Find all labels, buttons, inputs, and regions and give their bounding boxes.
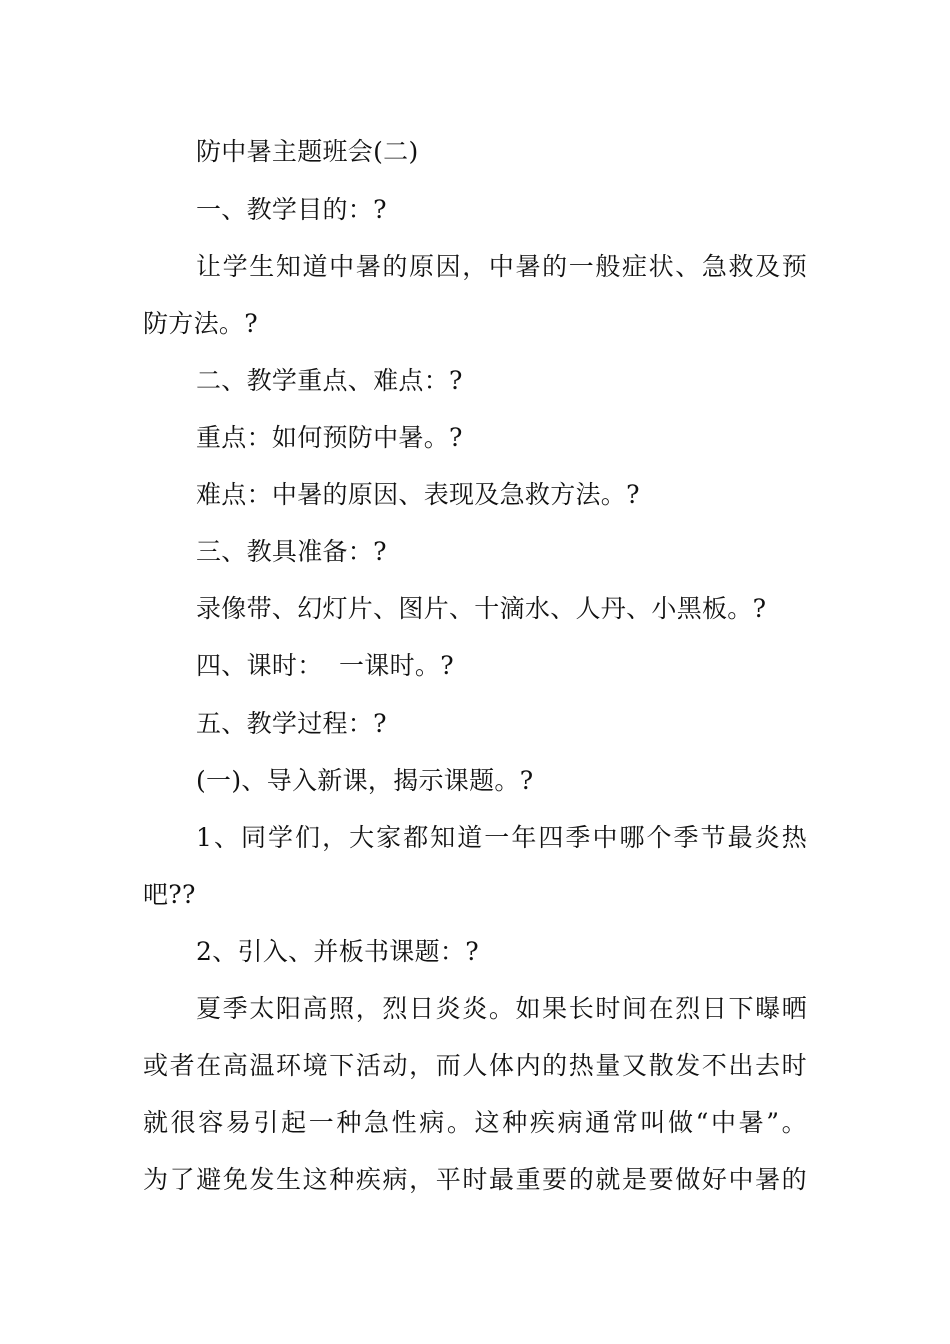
section-heading: 四、课时： 一课时。? [196, 651, 454, 680]
paragraph-line: 夏季太阳高照，烈日炎炎。如果长时间在烈日下曝晒 [196, 994, 807, 1023]
paragraph-line: 吧?? [143, 880, 196, 909]
paragraph-line: 让学生知道中暑的原因，中暑的一般症状、急救及预 [196, 252, 807, 281]
paragraph-line: 为了避免发生这种疾病，平时最重要的就是要做好中暑的 [143, 1165, 807, 1194]
paragraph-line: 防方法。? [143, 309, 258, 338]
paragraph-line: 1、同学们，大家都知道一年四季中哪个季节最炎热 [196, 823, 807, 852]
subsection-heading: (一)、导入新课，揭示课题。? [196, 766, 534, 795]
paragraph-line: 录像带、幻灯片、图片、十滴水、人丹、小黑板。? [196, 594, 767, 623]
paragraph-line: 或者在高温环境下活动，而人体内的热量又散发不出去时 [143, 1051, 807, 1080]
document-title: 防中暑主题班会(二) [196, 137, 419, 166]
paragraph-line: 难点：中暑的原因、表现及急救方法。? [196, 480, 640, 509]
section-heading: 五、教学过程：? [196, 709, 387, 738]
section-heading: 一、教学目的：? [196, 195, 387, 224]
section-heading: 三、教具准备：? [196, 537, 387, 566]
paragraph-line: 就很容易引起一种急性病。这种疾病通常叫做“中暑”。 [143, 1108, 807, 1137]
paragraph-line: 重点：如何预防中暑。? [196, 423, 463, 452]
paragraph-line: 2、引入、并板书课题：? [196, 937, 479, 966]
section-heading: 二、教学重点、难点：? [196, 366, 463, 395]
